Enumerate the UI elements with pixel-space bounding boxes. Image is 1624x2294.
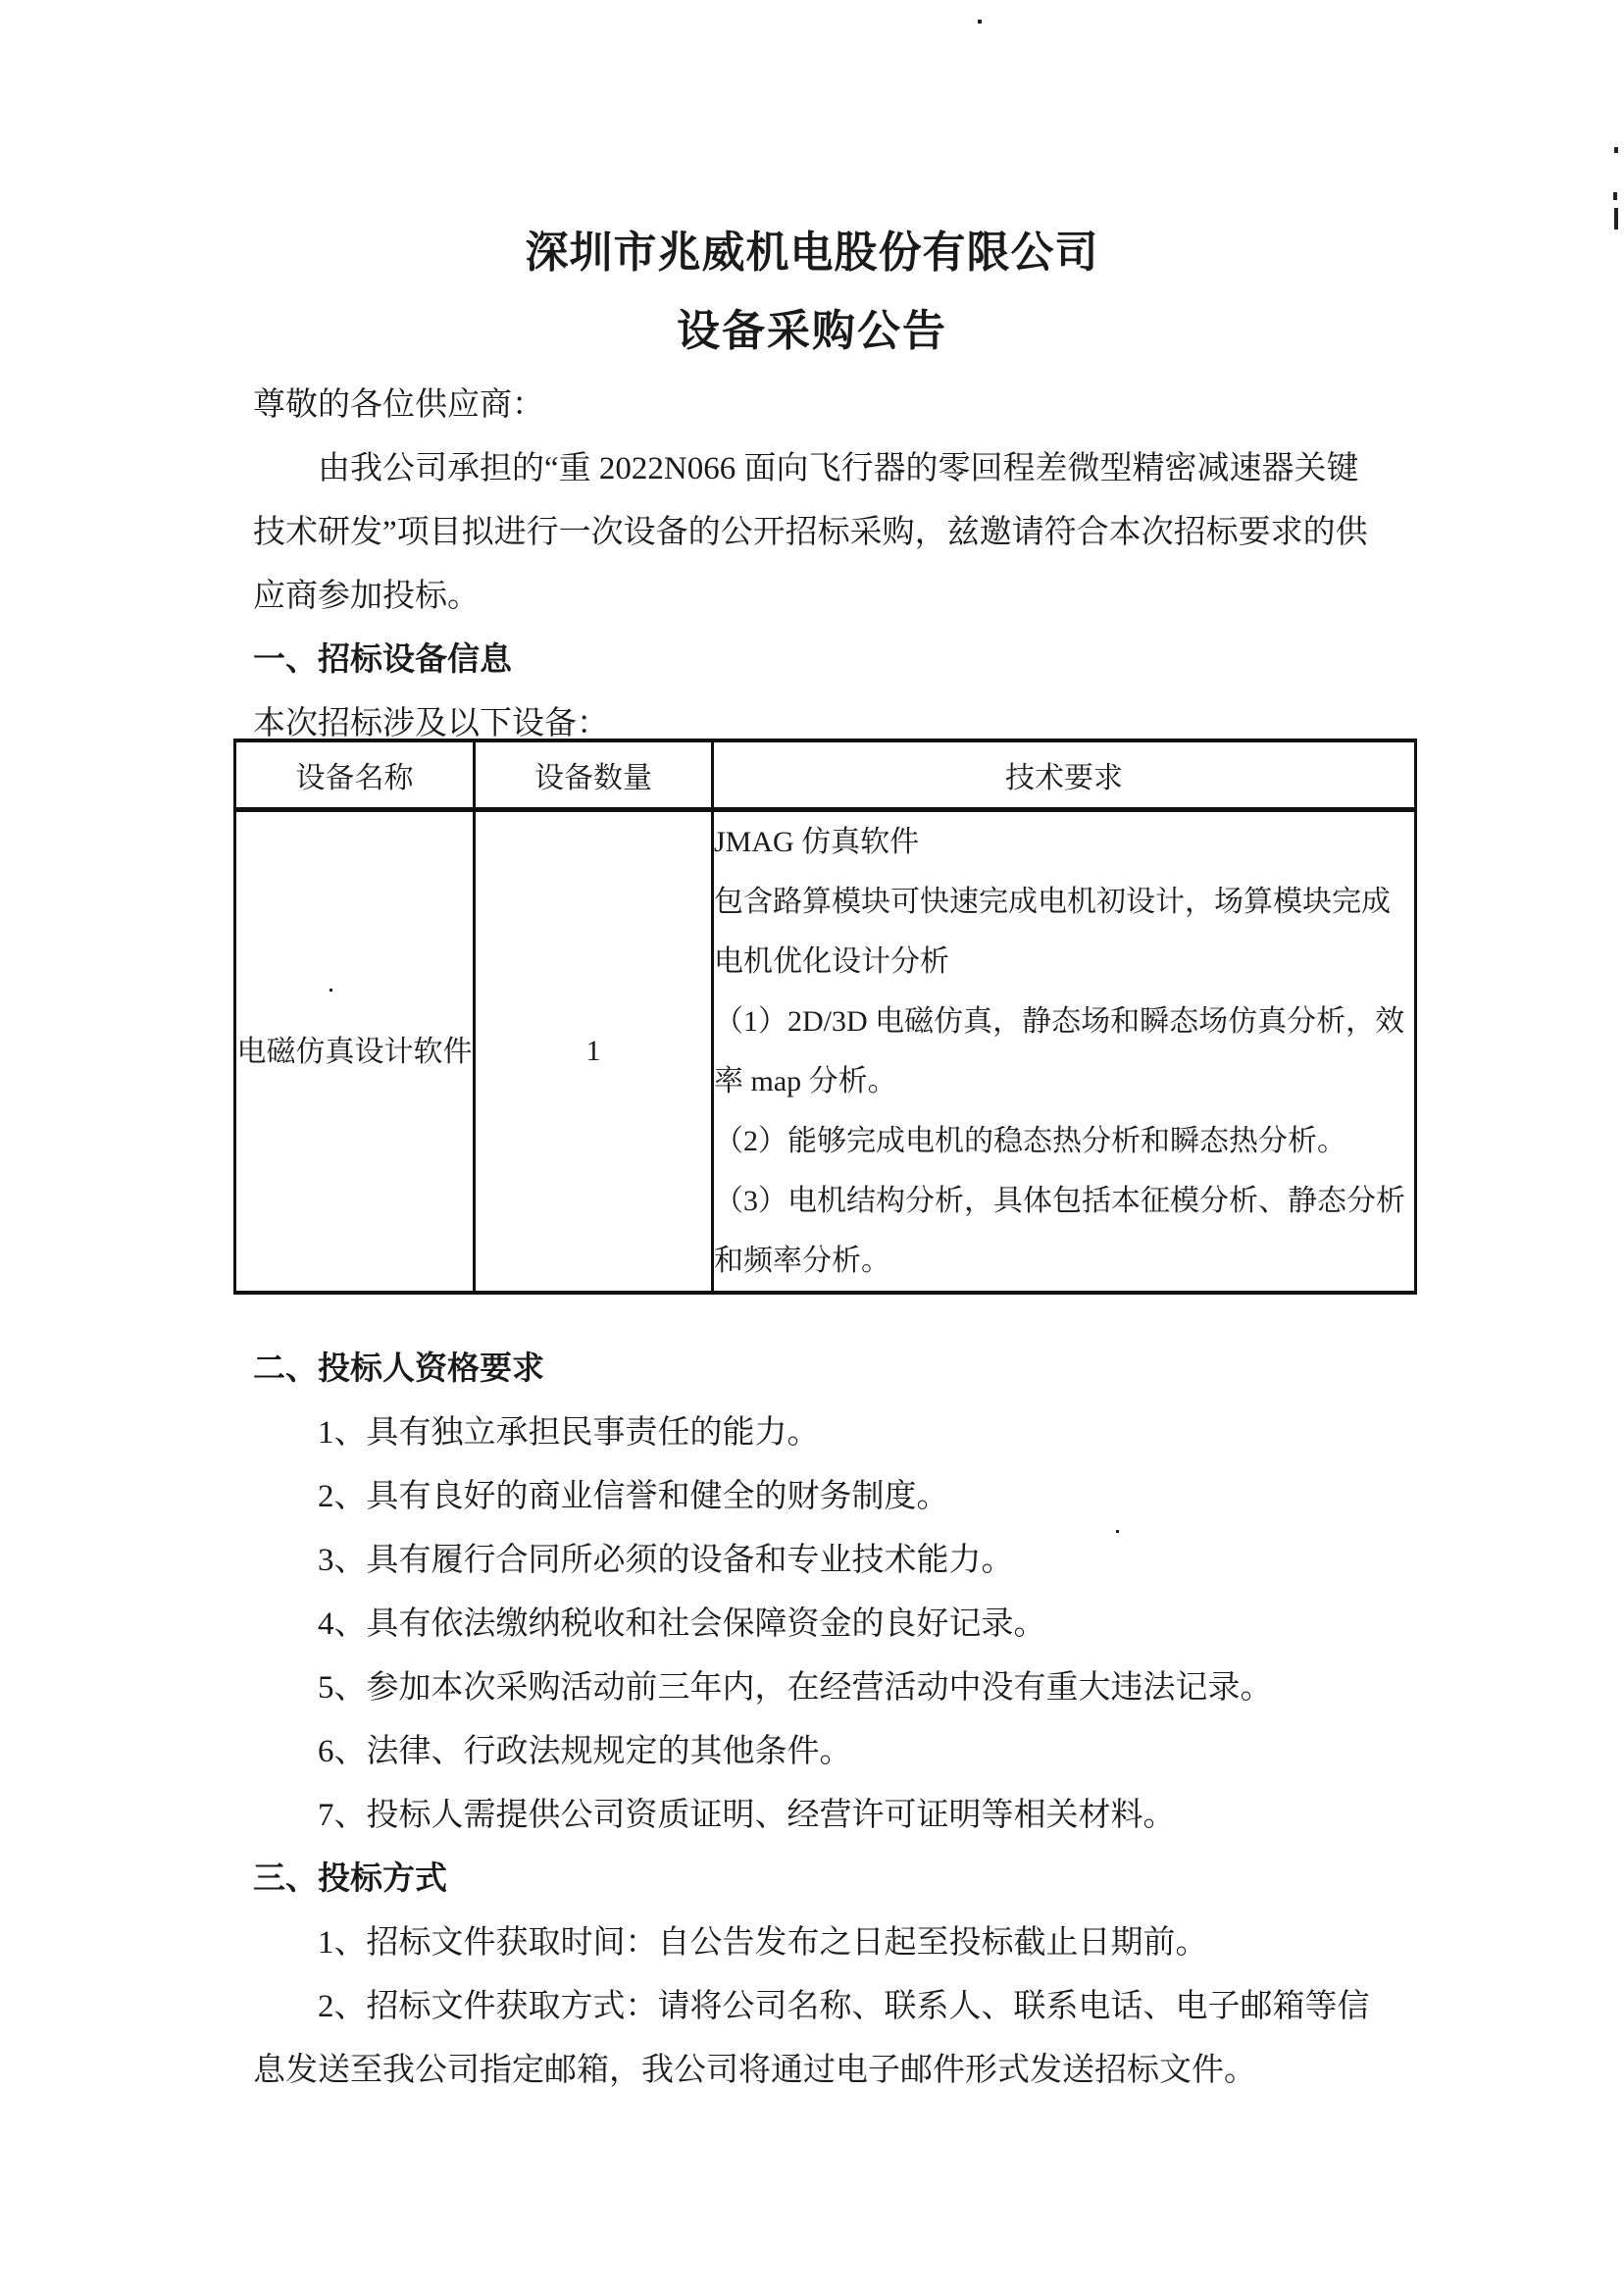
scan-artifact — [1614, 208, 1618, 229]
scan-artifact — [1116, 1530, 1119, 1533]
requirement-line: （3）电机结构分析，具体包括本征模分析、静态分析 — [714, 1185, 1405, 1217]
list-item — [253, 1975, 1434, 2103]
list-item: 7、投标人需提供公司资质证明、经营许可证明等相关材料。 — [318, 1798, 1176, 1833]
requirement-line: （2）能够完成电机的稳态热分析和瞬态热分析。 — [714, 1125, 1346, 1157]
intro-line: 应商参加投标。 — [253, 579, 480, 614]
column-header-technical-requirements: 技术要求 — [713, 740, 1416, 810]
equipment-quantity-cell: 1 — [475, 810, 713, 1294]
list-item: 1、招标文件获取时间：自公告发布之日起至投标截止日期前。 — [318, 1925, 1208, 1961]
column-header-equipment-name: 设备名称 — [235, 740, 475, 810]
list-item-line: 2、招标文件获取方式：请将公司名称、联系人、联系电话、电子邮箱等信 — [318, 1989, 1370, 2024]
intro-paragraph — [253, 437, 1434, 629]
list-item: 1、具有独立承担民事责任的能力。 — [318, 1415, 820, 1451]
scan-artifact — [1614, 147, 1618, 153]
list-item: 3、具有履行合同所必须的设备和专业技术能力。 — [318, 1543, 1014, 1578]
table-row — [235, 810, 1416, 1294]
scan-artifact — [330, 989, 332, 992]
list-item-line: 息发送至我公司指定邮箱，我公司将通过电子邮件形式发送招标文件。 — [253, 2053, 1256, 2088]
section-1-heading: 一、招标设备信息 — [253, 642, 512, 678]
section-2-heading: 二、投标人资格要求 — [253, 1351, 544, 1387]
list-item: 6、法律、行政法规规定的其他条件。 — [318, 1734, 852, 1769]
requirement-line: 电机优化设计分析 — [714, 945, 949, 978]
section-3-heading: 三、投标方式 — [253, 1861, 447, 1897]
equipment-table — [233, 739, 1417, 1295]
salutation: 尊敬的各位供应商： — [253, 387, 544, 423]
list-item: 2、具有良好的商业信誉和健全的财务制度。 — [318, 1479, 949, 1514]
requirement-line: 和频率分析。 — [714, 1245, 890, 1277]
list-item: 4、具有依法缴纳税收和社会保障资金的良好记录。 — [318, 1606, 1046, 1642]
scan-artifact — [978, 20, 982, 24]
column-header-equipment-quantity: 设备数量 — [475, 740, 713, 810]
requirement-line: 包含路算模块可快速完成电机初设计，场算模块完成 — [714, 886, 1391, 918]
scan-artifact — [1613, 192, 1617, 200]
intro-line: 由我公司承担的“重 2022N066 面向飞行器的零回程差微型精密减速器关键 — [318, 451, 1359, 486]
intro-line: 技术研发”项目拟进行一次设备的公开招标采购，兹邀请符合本次招标要求的供 — [253, 515, 1368, 550]
document-title: 设备采购公告 — [677, 307, 947, 355]
list-item: 5、参加本次采购活动前三年内，在经营活动中没有重大违法记录。 — [318, 1670, 1273, 1706]
requirement-line: JMAG 仿真软件 — [714, 826, 920, 858]
requirement-line: 率 map 分析。 — [714, 1065, 897, 1097]
title-block — [0, 229, 1624, 356]
requirement-line: （1）2D/3D 电磁仿真，静态场和瞬态场仿真分析，效 — [714, 1005, 1405, 1038]
equipment-requirements-cell — [713, 810, 1416, 1294]
company-title: 深圳市兆威机电股份有限公司 — [525, 229, 1099, 277]
table-lead-text: 本次招标涉及以下设备： — [253, 706, 609, 741]
equipment-name-cell: 电磁仿真设计软件 — [235, 810, 475, 1294]
